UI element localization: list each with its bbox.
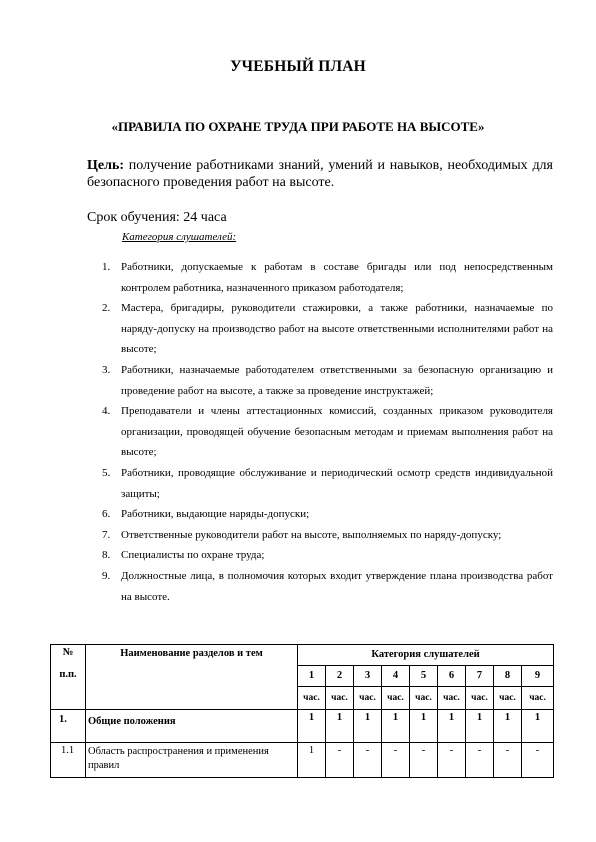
number-column-header [51,645,86,710]
table-row [51,743,554,778]
list-item [102,504,553,525]
list-item [102,566,553,607]
row-value: 1 [438,710,466,743]
unit-label: час. [298,687,326,710]
row-value: - [438,743,466,778]
table-row [51,710,554,743]
category-column-number: 5 [410,666,438,687]
row-value: 1 [298,743,326,778]
category-column-number: 3 [354,666,382,687]
row-value: 1 [522,710,554,743]
list-item-text: Преподаватели и члены аттестационных комиссий, созданных приказом руководителя организации, проводящей обучение безопасным методам и приемам выполнения работ на высоте; [121,405,553,459]
audience-list [102,257,553,607]
list-item-number: 5. [102,466,111,479]
row-value: - [522,743,554,778]
goal-text: получение работниками знаний, умений и навыков, необходимых для безопасного проведения работ на высоте. [87,158,553,190]
duration-text: Срок обучения: 24 часа [87,210,227,225]
list-item-text: Специалисты по охране труда; [121,549,265,562]
category-column-header: Категория слушателей [298,645,554,666]
goal-label: Цель: [87,158,125,173]
unit-label: час. [354,687,382,710]
number-header-line2: п.п. [59,669,77,680]
row-value: - [410,743,438,778]
list-item-text: Мастера, бригадиры, руководители стажировки, а также работники, назначаемые по наряду-допуску на производство работ на высоте ответственными исполнителями работ на высоте; [121,302,553,356]
document-subtitle: «ПРАВИЛА ПО ОХРАНЕ ТРУДА ПРИ РАБОТЕ НА ВЫСОТЕ» [111,119,485,134]
row-value: - [466,743,494,778]
list-item-text: Работники, допускаемые к работам в составе бригады или под непосредственным контролем работника, назначенного приказом работодателя; [121,261,553,294]
unit-label: час. [466,687,494,710]
unit-label: час. [494,687,522,710]
row-value: - [354,743,382,778]
row-name: Общие положения [86,710,298,743]
list-item-number: 9. [102,569,111,582]
category-column-number: 6 [438,666,466,687]
row-value: - [326,743,354,778]
list-item-number: 3. [102,363,111,376]
unit-label: час. [438,687,466,710]
row-value: 1 [354,710,382,743]
goal-paragraph [87,157,553,191]
category-column-number: 9 [522,666,554,687]
unit-label: час. [382,687,410,710]
category-column-number: 8 [494,666,522,687]
list-item-text: Работники, назначаемые работодателем ответственными за безопасную организацию и проведение работ на высоте, а также за проведение инструктажей; [121,363,553,397]
list-item-number: 7. [102,528,111,541]
list-item-text: Работники, проводящие обслуживание и периодический осмотр средств индивидуальной защиты; [121,466,553,500]
row-number: 1.1 [51,743,86,778]
row-value: 1 [382,710,410,743]
list-item-number: 6. [102,508,111,521]
document-title: УЧЕБНЫЙ ПЛАН [230,58,366,75]
row-value: 1 [494,710,522,743]
category-column-number: 4 [382,666,410,687]
category-column-number: 7 [466,666,494,687]
unit-label: час. [522,687,554,710]
list-item-number: 4. [102,405,111,418]
list-item [102,525,553,546]
curriculum-table [50,644,554,778]
list-item [102,401,553,463]
row-name: Область распространения и применения правил [86,743,298,778]
list-item-text: Работники, выдающие наряды-допуски; [121,508,310,521]
list-item-number: 2. [102,302,111,315]
list-item [102,257,553,298]
row-value: 1 [298,710,326,743]
unit-label: час. [410,687,438,710]
list-item [102,298,553,360]
name-column-header: Наименование разделов и тем [86,645,298,710]
row-value: - [494,743,522,778]
row-value: 1 [466,710,494,743]
category-heading: Категория слушателей: [122,231,237,243]
table-header-row [51,645,554,666]
list-item [102,360,553,401]
row-number: 1. [51,710,86,743]
list-item [102,545,553,566]
unit-label: час. [326,687,354,710]
row-value: 1 [410,710,438,743]
category-column-number: 2 [326,666,354,687]
list-item-number: 8. [102,549,111,562]
list-item-text: Должностные лица, в полномочия которых входит утверждение плана производства работ на высоте. [121,569,553,603]
row-value: - [382,743,410,778]
number-header-line1: № [62,647,74,658]
list-item-number: 1. [102,261,111,273]
list-item [102,463,553,504]
list-item-text: Ответственные руководители работ на высоте, выполняемых по наряду-допуску; [121,528,502,541]
row-value: 1 [326,710,354,743]
category-column-number: 1 [298,666,326,687]
